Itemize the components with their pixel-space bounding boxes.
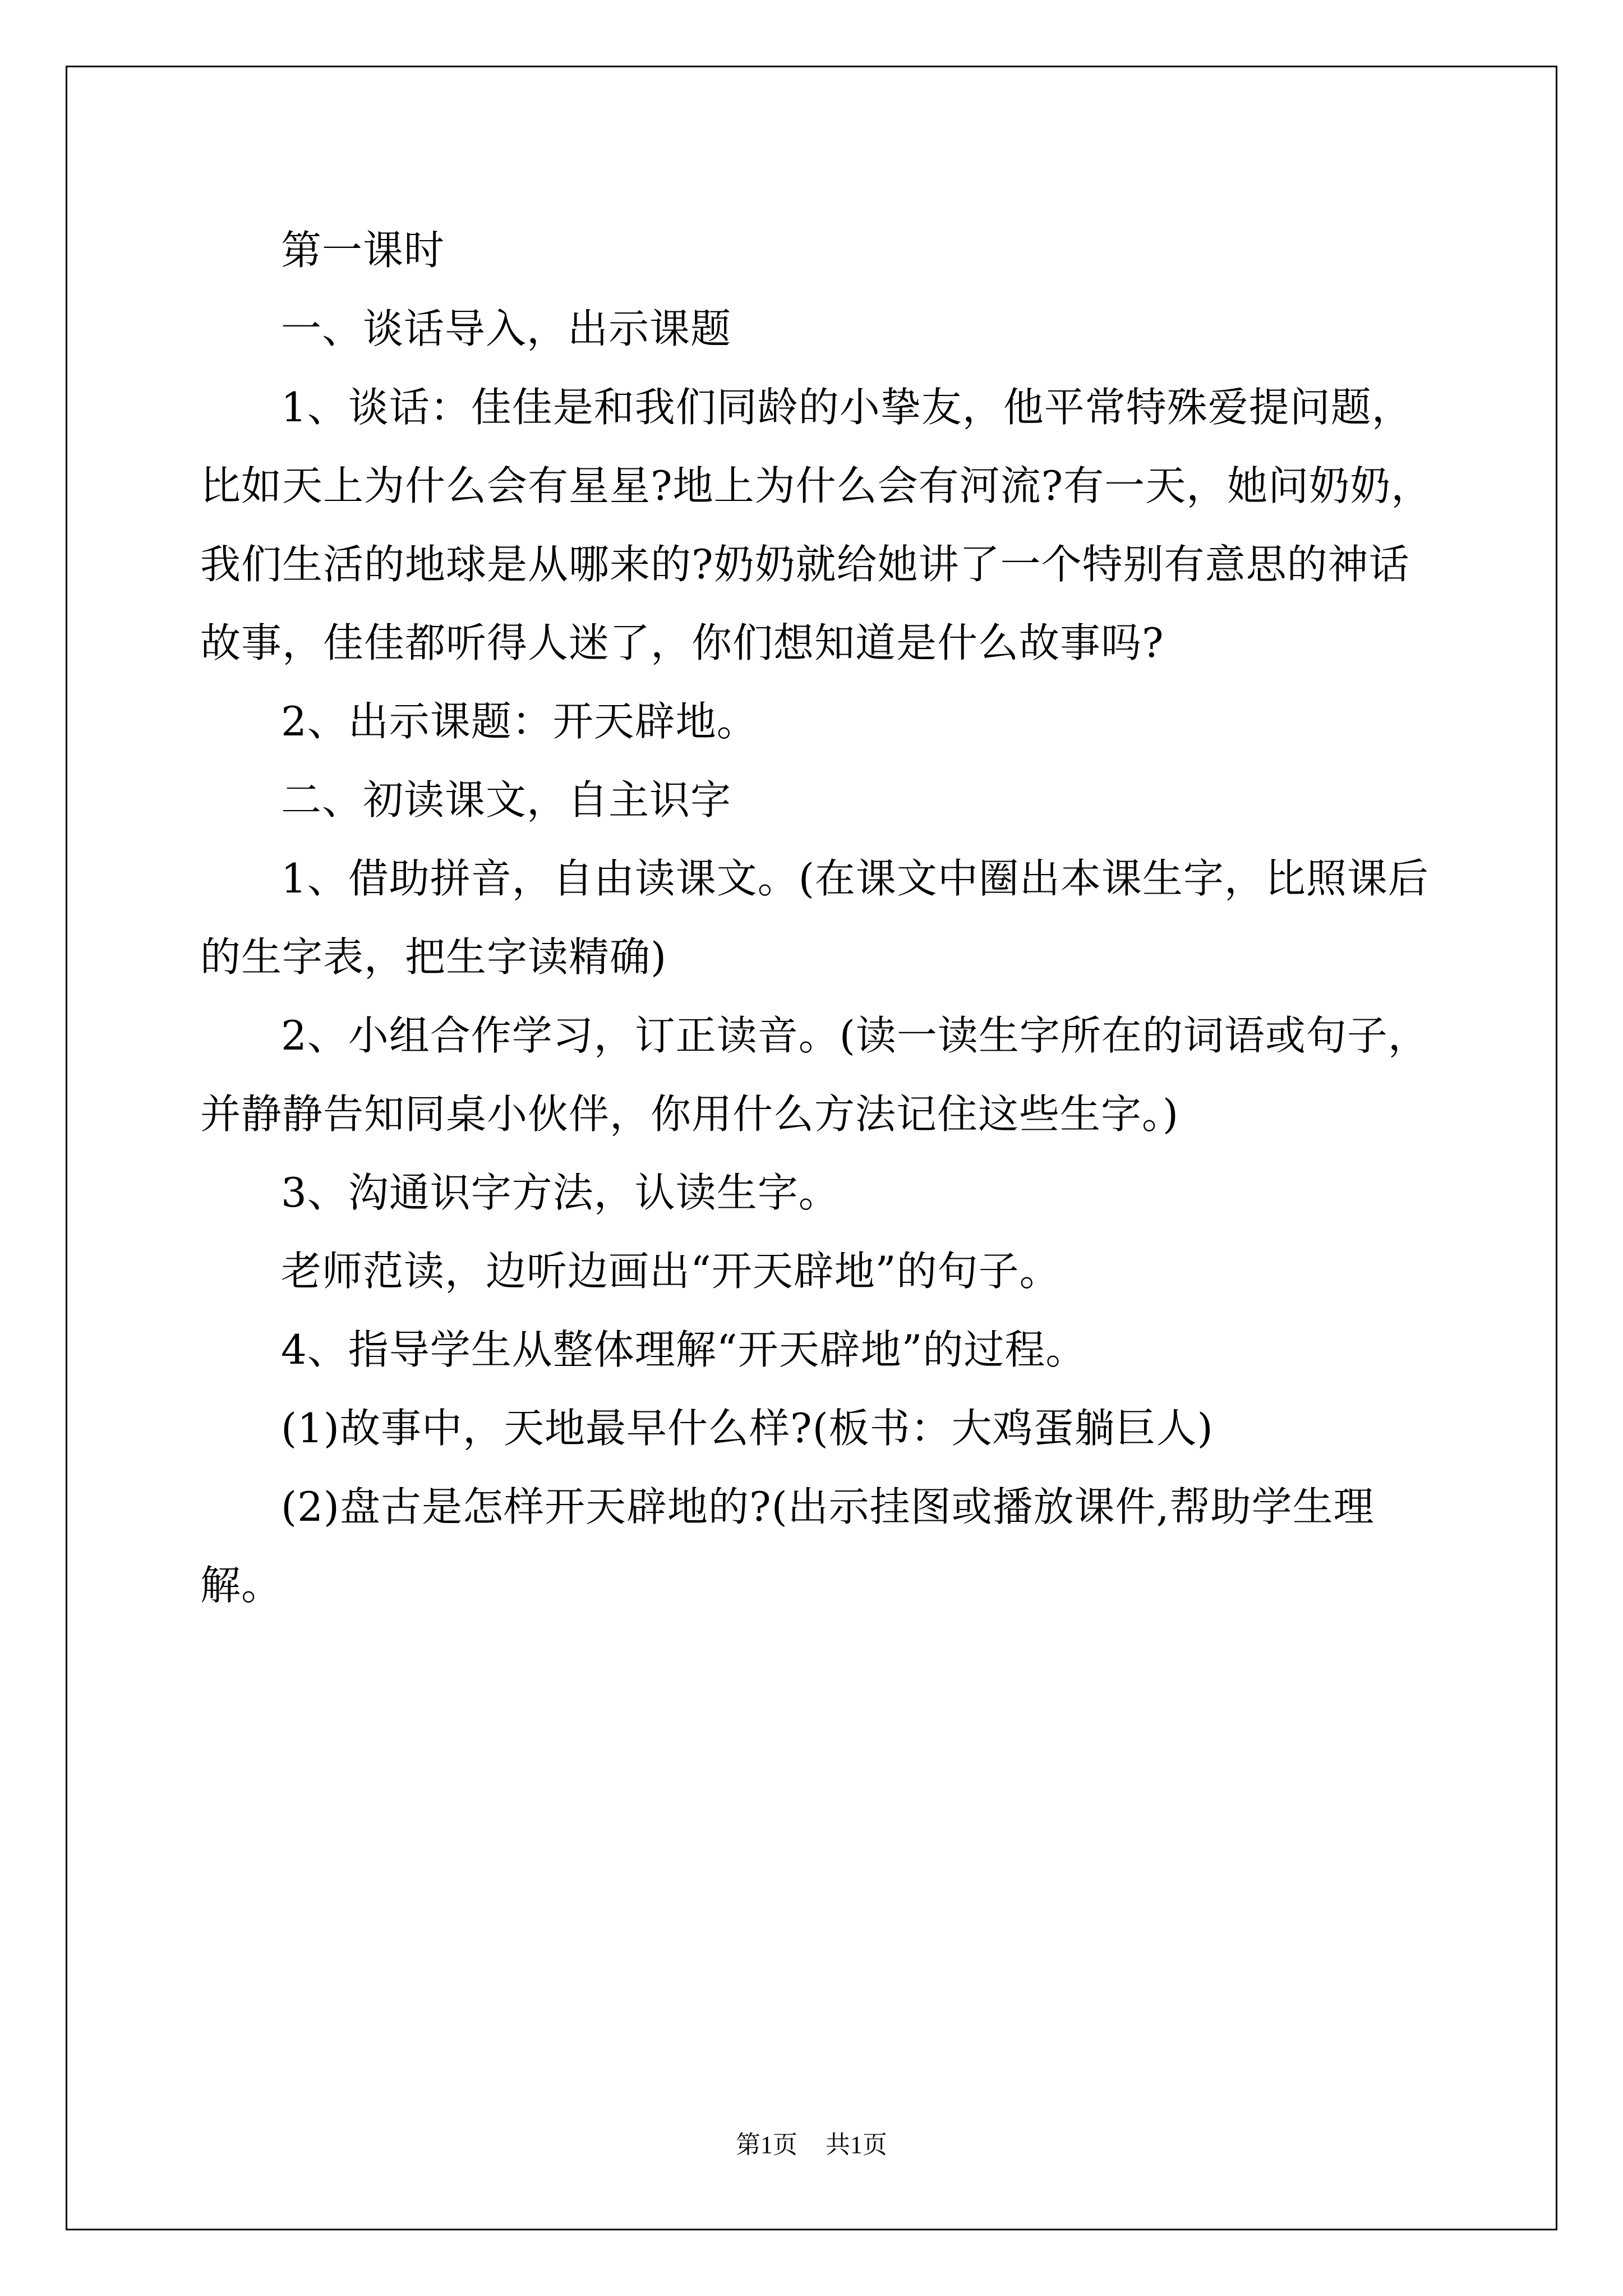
paragraph-section-1-heading: 一、谈话导入，出示课题 [281, 305, 732, 352]
document-body [200, 211, 1434, 1625]
paragraph-question-2: (2)盘古是怎样开天辟地的?(出示挂图或播放课件,帮助学生理解。 [200, 1483, 1375, 1609]
page-number: 第1页 [736, 2131, 797, 2159]
paragraph-group-study: 2、小组合作学习，订正读音。(读一读生字所在的词语或句子，并静静告知同桌小伙伴，你用什么方法记住这些生字。) [200, 1012, 1429, 1138]
page-footer [0, 2129, 1623, 2161]
paragraph-question-1: (1)故事中，天地最早什么样?(板书：大鸡蛋躺巨人) [281, 1405, 1214, 1452]
page-total: 共1页 [826, 2131, 887, 2159]
paragraph-lesson-title: 第一课时 [281, 227, 445, 274]
paragraph-guide-understanding: 4、指导学生从整体理解“开天辟地”的过程。 [281, 1326, 1087, 1373]
paragraph-teacher-reading: 老师范读，边听边画出“开天辟地”的句子。 [281, 1248, 1061, 1295]
paragraph-talk: 1、谈话：佳佳是和我们同龄的小挚友，他平常特殊爱提问题，比如天上为什么会有星星?地上为什么会有河流?有一天，她问奶奶，我们生活的地球是从哪来的?奶奶就给她讲了一个特别有意思的神话故事，佳佳都听得人迷了，你们想知道是什么故事吗? [200, 384, 1432, 666]
paragraph-literacy-methods: 3、沟通识字方法，认读生字。 [281, 1169, 840, 1216]
paragraph-section-2-heading: 二、初读课文，自主识字 [281, 776, 732, 823]
paragraph-read-with-pinyin: 1、借助拼音，自由读课文。(在课文中圈出本课生字，比照课后的生字表，把生字读精确) [200, 855, 1429, 981]
paragraph-show-title: 2、出示课题：开天辟地。 [281, 698, 758, 745]
